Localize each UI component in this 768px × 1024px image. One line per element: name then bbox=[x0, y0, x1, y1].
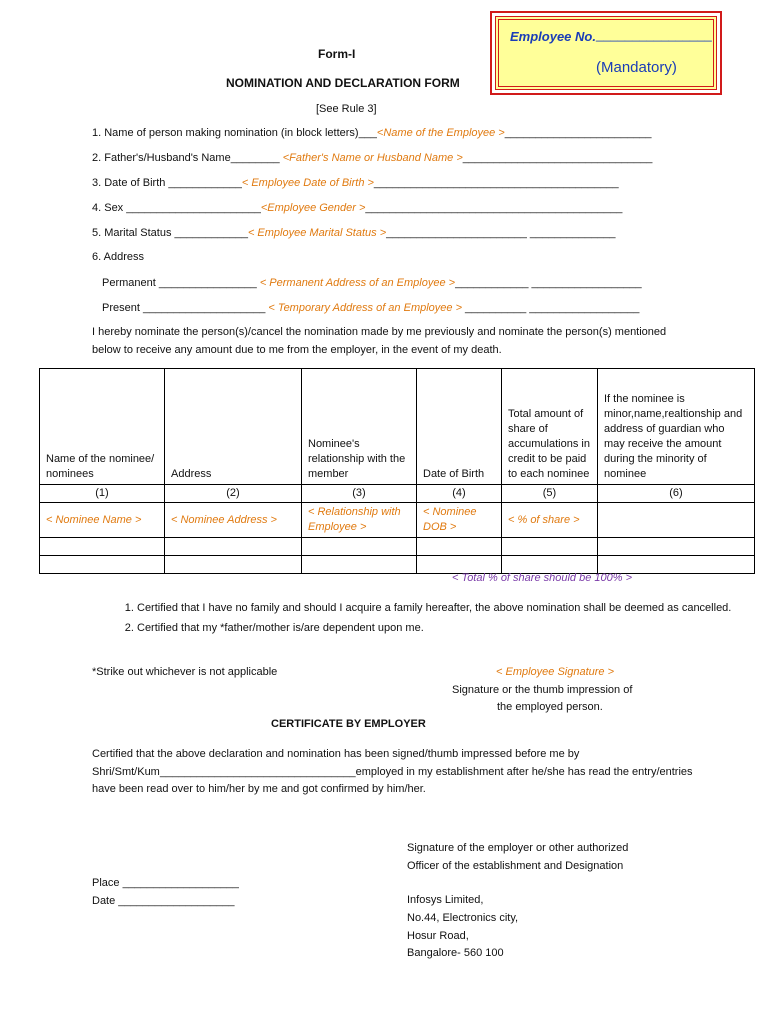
underline: ____________ __________________ bbox=[455, 277, 642, 289]
column-number: (6) bbox=[598, 485, 755, 503]
place-field[interactable]: Place ___________________ bbox=[92, 877, 239, 889]
company-address-line: Bangalore- 560 100 bbox=[407, 947, 504, 959]
table-cell[interactable] bbox=[165, 556, 302, 574]
header-relationship: Nominee's relationship with the member bbox=[302, 369, 417, 485]
table-cell[interactable] bbox=[502, 556, 598, 574]
nominee-address-cell[interactable]: < Nominee Address > bbox=[165, 503, 302, 538]
form-number: Form-I bbox=[318, 47, 356, 61]
signature-caption-line-2: the employed person. bbox=[497, 701, 603, 713]
rule-reference: [See Rule 3] bbox=[316, 103, 377, 115]
employer-cert-line-2: Shri/Smt/Kum________________________________employed in my establishment after he/she has read the entry/entries bbox=[92, 766, 693, 778]
nominee-share-cell[interactable]: < % of share > bbox=[502, 503, 598, 538]
nominee-guardian-cell[interactable] bbox=[598, 503, 755, 538]
table-cell[interactable] bbox=[302, 556, 417, 574]
table-cell[interactable] bbox=[40, 556, 165, 574]
column-number: (2) bbox=[165, 485, 302, 503]
field-label: 5. Marital Status ____________ bbox=[92, 227, 248, 239]
field-label: 1. Name of person making nomination (in block letters)___ bbox=[92, 127, 377, 139]
field-sex[interactable] bbox=[92, 202, 622, 214]
employer-certificate-title: CERTIFICATE BY EMPLOYER bbox=[271, 718, 426, 730]
date-field[interactable]: Date ___________________ bbox=[92, 895, 235, 907]
underline: __________________________________________ bbox=[365, 202, 623, 214]
nominee-relationship-cell[interactable]: < Relationship with Employee > bbox=[302, 503, 417, 538]
table-cell[interactable] bbox=[598, 538, 755, 556]
table-cell[interactable] bbox=[502, 538, 598, 556]
nominee-name-cell[interactable]: < Nominee Name > bbox=[40, 503, 165, 538]
field-label: 3. Date of Birth ____________ bbox=[92, 177, 242, 189]
column-number: (3) bbox=[302, 485, 417, 503]
field-date-of-birth[interactable] bbox=[92, 177, 619, 189]
header-share-amount: Total amount of share of accumulations in credit to be paid to each nominee bbox=[502, 369, 598, 485]
underline: _______________________________ bbox=[462, 152, 653, 164]
underline: ________________________ bbox=[504, 127, 652, 139]
employee-number-label: Employee No. bbox=[510, 29, 596, 44]
header-address: Address bbox=[165, 369, 302, 485]
placeholder-text: <Name of the Employee > bbox=[376, 127, 505, 139]
header-nominee-name: Name of the nominee/ nominees bbox=[40, 369, 165, 485]
field-label: Present ____________________ bbox=[102, 302, 269, 314]
form-title: NOMINATION AND DECLARATION FORM bbox=[226, 76, 460, 90]
certification-list bbox=[92, 600, 747, 640]
underline: _______________________ ______________ bbox=[386, 227, 616, 239]
field-label: Permanent ________________ bbox=[102, 277, 260, 289]
placeholder-text: < Employee Date of Birth > bbox=[241, 177, 374, 189]
employer-cert-line-1: Certified that the above declaration and nomination has been signed/thumb impressed before me by bbox=[92, 748, 580, 760]
mandatory-note: (Mandatory) bbox=[596, 59, 677, 76]
nominee-table bbox=[39, 368, 755, 574]
strike-out-note: *Strike out whichever is not applicable bbox=[92, 666, 278, 678]
table-row bbox=[40, 503, 755, 538]
employee-number-field[interactable]: ________________ bbox=[596, 27, 712, 42]
employee-signature-placeholder[interactable]: < Employee Signature > bbox=[496, 666, 615, 678]
table-cell[interactable] bbox=[417, 538, 502, 556]
placeholder-text: < Permanent Address of an Employee > bbox=[259, 277, 456, 289]
nominate-text-line-2: below to receive any amount due to me from the employer, in the event of my death. bbox=[92, 344, 502, 356]
certification-item: 1. Certified that I have no family and should I acquire a family hereafter, the above nomination shall be deemed as cancelled. bbox=[137, 600, 747, 617]
employee-number-box bbox=[490, 11, 722, 95]
placeholder-text: <Father's Name or Husband Name > bbox=[282, 152, 463, 164]
field-label: 2. Father's/Husband's Name________ bbox=[92, 152, 283, 164]
placeholder-text: < Temporary Address of an Employee > bbox=[268, 302, 462, 314]
table-cell[interactable] bbox=[40, 538, 165, 556]
address-heading: 6. Address bbox=[92, 251, 144, 263]
total-share-note: < Total % of share should be 100% > bbox=[452, 572, 632, 584]
field-employee-name[interactable] bbox=[92, 127, 652, 139]
employer-sign-line-1: Signature of the employer or other authorized bbox=[407, 842, 629, 854]
field-label: 4. Sex ______________________ bbox=[92, 202, 261, 214]
field-permanent-address[interactable] bbox=[102, 277, 642, 289]
field-present-address[interactable] bbox=[102, 302, 639, 314]
table-row bbox=[40, 556, 755, 574]
signature-caption-line-1: Signature or the thumb impression of bbox=[452, 684, 633, 696]
column-number: (4) bbox=[417, 485, 502, 503]
nominate-text-line-1: I hereby nominate the person(s)/cancel the nomination made by me previously and nominate the person(s) mentioned bbox=[92, 326, 667, 338]
certification-item: 2. Certified that my *father/mother is/are dependent upon me. bbox=[137, 620, 747, 637]
nominee-dob-cell[interactable]: < Nominee DOB > bbox=[417, 503, 502, 538]
company-address-line: Infosys Limited, bbox=[407, 894, 484, 906]
header-date-of-birth: Date of Birth bbox=[417, 369, 502, 485]
placeholder-text: <Employee Gender > bbox=[260, 202, 366, 214]
table-row bbox=[40, 538, 755, 556]
table-cell[interactable] bbox=[417, 556, 502, 574]
field-father-husband-name[interactable] bbox=[92, 152, 652, 164]
table-cell[interactable] bbox=[598, 556, 755, 574]
placeholder-text: < Employee Marital Status > bbox=[247, 227, 387, 239]
employer-sign-line-2: Officer of the establishment and Designation bbox=[407, 860, 624, 872]
company-address-line: No.44, Electronics city, bbox=[407, 912, 519, 924]
employer-cert-line-3: have been read over to him/her by me and got confirmed by him/her. bbox=[92, 783, 426, 795]
table-header-row bbox=[40, 369, 755, 485]
column-number: (1) bbox=[40, 485, 165, 503]
company-address-line: Hosur Road, bbox=[407, 930, 469, 942]
underline: __________ __________________ bbox=[462, 302, 640, 314]
column-number: (5) bbox=[502, 485, 598, 503]
table-number-row bbox=[40, 485, 755, 503]
field-marital-status[interactable] bbox=[92, 227, 616, 239]
table-cell[interactable] bbox=[165, 538, 302, 556]
table-cell[interactable] bbox=[302, 538, 417, 556]
header-guardian: If the nominee is minor,name,realtionship and address of guardian who may receive the amount during the minority of nominee bbox=[598, 369, 755, 485]
underline: ________________________________________ bbox=[373, 177, 619, 189]
